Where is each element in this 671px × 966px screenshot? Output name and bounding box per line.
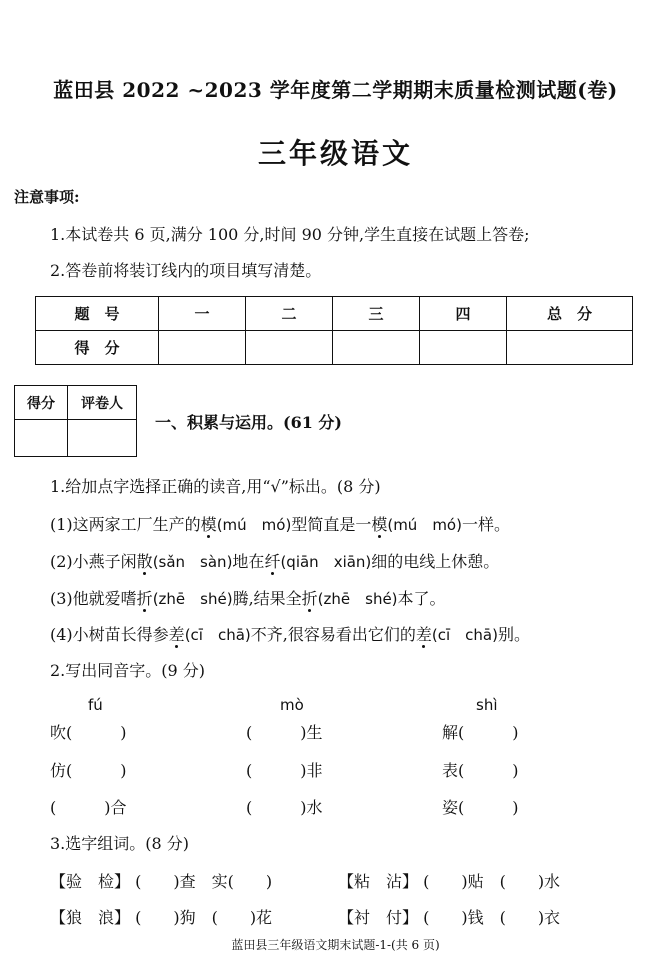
- score-cell[interactable]: [507, 331, 633, 365]
- score-table-label: 题 号: [36, 297, 159, 331]
- score-cell[interactable]: [246, 331, 333, 365]
- score-cell[interactable]: [159, 331, 246, 365]
- question-stem: 1.给加点字选择正确的读音,用“√”标出。(8 分): [50, 477, 381, 496]
- pinyin-label: fú: [88, 696, 103, 714]
- section-title: 一、积累与运用。(61 分): [155, 413, 342, 432]
- score-table-column: 四: [420, 297, 507, 331]
- q1-text: 腾,结果全: [232, 589, 302, 608]
- exam-title: 蓝田县 2022 ~2023 学年度第二学期期末质量检测试题(卷): [53, 78, 618, 102]
- q1-item: [50, 622, 530, 645]
- score-cell[interactable]: [420, 331, 507, 365]
- q1-text: 别。: [497, 625, 530, 644]
- notice-heading: 注意事项:: [14, 188, 80, 206]
- grader-score-label: 得分: [15, 386, 68, 420]
- word-choice-group[interactable]: 【验 检】 ( )查 实( ): [50, 872, 273, 891]
- score-table-score-row: [36, 331, 633, 365]
- pinyin-choice[interactable]: (cī chā): [431, 626, 498, 644]
- notice-item: 1.本试卷共 6 页,满分 100 分,时间 90 分钟,学生直接在试题上答卷;: [50, 225, 530, 244]
- pinyin-choice[interactable]: (mú mó): [216, 516, 292, 534]
- q1-text: 地在: [232, 552, 265, 571]
- q1-text: 细的电线上休憩。: [371, 552, 500, 571]
- dotted-char: 散: [136, 552, 153, 571]
- q1-text: 一样。: [461, 515, 510, 534]
- score-table-column: 总 分: [507, 297, 633, 331]
- question-stem: 2.写出同音字。(9 分): [50, 661, 206, 680]
- page-footer: 蓝田县三年级语文期末试题-1-(共 6 页): [231, 938, 440, 952]
- homophone-blank[interactable]: ( )生: [246, 723, 323, 742]
- q1-text: 本了。: [397, 589, 446, 608]
- homophone-blank[interactable]: ( )合: [50, 798, 127, 817]
- q1-item: [50, 586, 446, 609]
- q1-text: 型简直是一: [291, 515, 372, 534]
- pinyin-choice[interactable]: (qiān xiān): [280, 553, 372, 571]
- score-table-header-row: [36, 297, 633, 331]
- pinyin-choice[interactable]: (cī chā): [184, 626, 251, 644]
- dotted-char: 模: [200, 515, 217, 534]
- q1-text: (3)他就爱嗜: [50, 589, 137, 608]
- grader-name-label: 评卷人: [68, 386, 137, 420]
- question-stem: 3.选字组词。(8 分): [50, 834, 190, 853]
- dotted-char: 折: [301, 589, 318, 608]
- dotted-char: 折: [136, 589, 153, 608]
- dotted-char: 模: [371, 515, 388, 534]
- q1-item: [50, 549, 499, 572]
- q1-text: 不齐,很容易看出它们的: [250, 625, 416, 644]
- score-cell[interactable]: [333, 331, 420, 365]
- q1-item: [50, 512, 510, 535]
- pinyin-choice[interactable]: (zhē shé): [152, 590, 233, 608]
- pinyin-label: shì: [476, 696, 498, 714]
- word-choice-group[interactable]: 【衬 付】 ( )钱 ( )衣: [338, 908, 561, 927]
- homophone-blank[interactable]: 姿( ): [442, 798, 519, 817]
- pinyin-label: mò: [280, 696, 304, 714]
- grader-score-cell[interactable]: [15, 420, 68, 457]
- notice-item: 2.答卷前将装订线内的项目填写清楚。: [50, 261, 322, 280]
- q1-text: (1)这两家工厂生产的: [50, 515, 201, 534]
- pinyin-choice[interactable]: (zhē shé): [317, 590, 398, 608]
- homophone-blank[interactable]: ( )非: [246, 761, 323, 780]
- dotted-char: 差: [168, 625, 185, 644]
- grader-name-cell[interactable]: [68, 420, 137, 457]
- exam-subtitle: 三年级语文: [257, 137, 413, 170]
- q1-text: (2)小燕子闲: [50, 552, 137, 571]
- homophone-blank[interactable]: 表( ): [442, 761, 519, 780]
- pinyin-choice[interactable]: (sǎn sàn): [152, 553, 233, 571]
- grader-box: [14, 385, 137, 457]
- pinyin-choice[interactable]: (mú mó): [387, 516, 462, 534]
- dotted-char: 差: [415, 625, 432, 644]
- score-table: [35, 296, 633, 365]
- q1-text: (4)小树苗长得参: [50, 625, 169, 644]
- dotted-char: 纤: [264, 552, 281, 571]
- homophone-blank[interactable]: ( )水: [246, 798, 323, 817]
- word-choice-group[interactable]: 【狼 浪】 ( )狗 ( )花: [50, 908, 273, 927]
- score-table-column: 三: [333, 297, 420, 331]
- score-table-column: 一: [159, 297, 246, 331]
- score-table-label: 得 分: [36, 331, 159, 365]
- homophone-blank[interactable]: 吹( ): [50, 723, 127, 742]
- homophone-blank[interactable]: 仿( ): [50, 761, 127, 780]
- score-table-column: 二: [246, 297, 333, 331]
- word-choice-group[interactable]: 【粘 沾】 ( )贴 ( )水: [338, 872, 561, 891]
- homophone-blank[interactable]: 解( ): [442, 723, 519, 742]
